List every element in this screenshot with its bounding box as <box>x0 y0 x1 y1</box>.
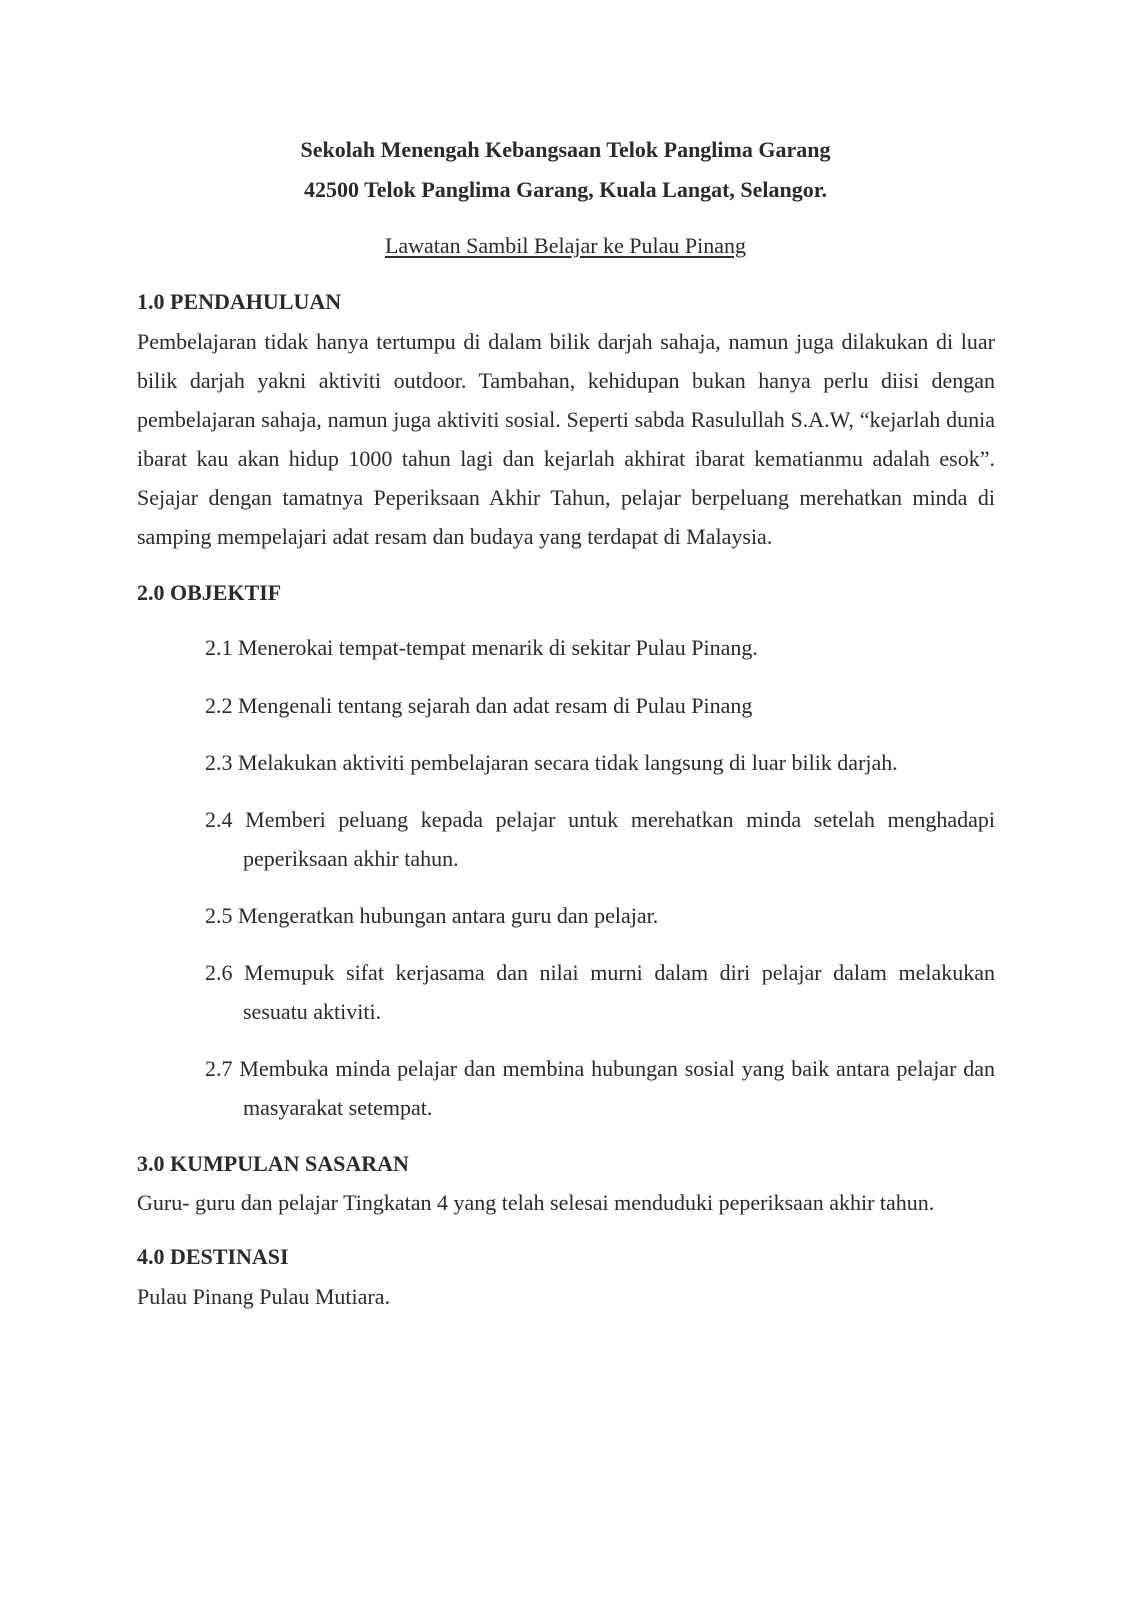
section-heading-destinasi: 4.0 DESTINASI <box>137 1244 289 1269</box>
section-body-destinasi: Pulau Pinang Pulau Mutiara. <box>137 1284 390 1309</box>
objective-item: 2.4 Memberi peluang kepada pelajar untuk merehatkan minda setelah menghadapi peperiksaan akhir tahun. <box>205 807 995 871</box>
objective-item: 2.7 Membuka minda pelajar dan membina hubungan sosial yang baik antara pelajar dan masyarakat setempat. <box>205 1056 995 1120</box>
section-heading-kumpulan-sasaran: 3.0 KUMPULAN SASARAN <box>137 1151 409 1176</box>
objective-item: 2.5 Mengeratkan hubungan antara guru dan pelajar. <box>205 903 659 928</box>
school-address: 42500 Telok Panglima Garang, Kuala Langat, Selangor. <box>304 177 827 202</box>
objective-item: 2.6 Memupuk sifat kerjasama dan nilai murni dalam diri pelajar dalam melakukan sesuatu aktiviti. <box>205 960 995 1024</box>
objective-item: 2.1 Menerokai tempat-tempat menarik di sekitar Pulau Pinang. <box>205 635 758 660</box>
section-body-pendahuluan: Pembelajaran tidak hanya tertumpu di dalam bilik darjah sahaja, namun juga dilakukan di luar bilik darjah yakni aktiviti outdoor. Tambahan, kehidupan bukan hanya perlu diisi dengan pembelajaran sahaja, namun juga aktiviti sosial. Seperti sabda Rasulullah S.A.W, “kejarlah dunia ibarat kau akan hidup 1000 tahun lagi dan kejarlah akhirat ibarat kematianmu adalah esok”. Sejajar dengan tamatnya Peperiksaan Akhir Tahun, pelajar berpeluang merehatkan minda di samping mempelajari adat resam dan budaya yang terdapat di Malaysia. <box>137 329 995 549</box>
section-heading-pendahuluan: 1.0 PENDAHULUAN <box>137 289 342 314</box>
objective-item: 2.2 Mengenali tentang sejarah dan adat resam di Pulau Pinang <box>205 693 753 718</box>
school-name: Sekolah Menengah Kebangsaan Telok Panglima Garang <box>300 137 831 162</box>
section-heading-objektif: 2.0 OBJEKTIF <box>137 580 282 605</box>
document-title: Lawatan Sambil Belajar ke Pulau Pinang <box>384 233 747 258</box>
objective-item: 2.3 Melakukan aktiviti pembelajaran secara tidak langsung di luar bilik darjah. <box>205 750 898 775</box>
section-body-kumpulan-sasaran: Guru- guru dan pelajar Tingkatan 4 yang telah selesai menduduki peperiksaan akhir tahun. <box>137 1190 935 1215</box>
